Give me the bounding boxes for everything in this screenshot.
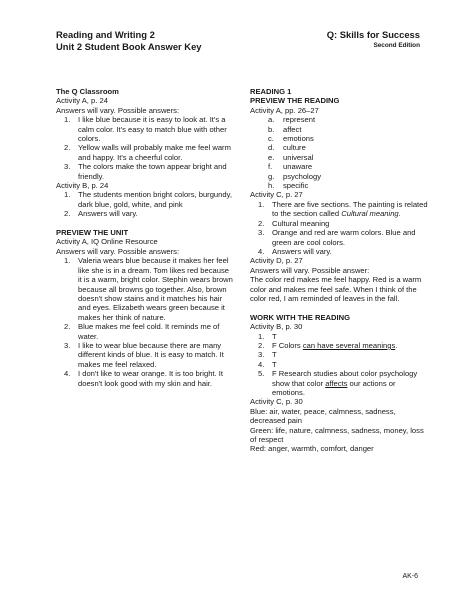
activity-title: Activity B, p. 30 bbox=[250, 322, 303, 332]
list-item bbox=[250, 200, 428, 219]
activity-title: Activity A, pp. 26–27 bbox=[250, 105, 319, 115]
item-text: T bbox=[272, 359, 277, 369]
answer-list bbox=[250, 200, 428, 256]
page-number: AK-6 bbox=[402, 573, 418, 580]
list-item bbox=[250, 162, 428, 171]
list-item bbox=[56, 322, 234, 341]
item-text: I like to wear blue because there are many different kinds of blue. It is easy to match. It makes me feel relaxed. bbox=[78, 340, 224, 369]
header-left bbox=[56, 29, 202, 53]
edition-label: Second Edition bbox=[373, 42, 420, 49]
activity-intro: Answers will vary. Possible answer: bbox=[250, 265, 370, 275]
item-letter: b. bbox=[268, 124, 275, 134]
item-letter: h. bbox=[268, 181, 275, 191]
list-item bbox=[250, 350, 428, 359]
list-item bbox=[56, 143, 234, 162]
item-number: 2. bbox=[64, 322, 71, 332]
answer-list bbox=[250, 332, 428, 398]
item-number: 3. bbox=[258, 350, 265, 360]
item-number: 1. bbox=[64, 190, 71, 200]
right-column bbox=[250, 87, 428, 454]
item-text: I don't like to wear orange. It is too bright. It doesn't look good with my skin and hair. bbox=[78, 369, 223, 388]
activity-title: Activity C, p. 27 bbox=[250, 190, 303, 200]
list-item bbox=[56, 209, 234, 218]
item-number: 3. bbox=[64, 162, 71, 172]
activity-title: Activity A, IQ Online Resource bbox=[56, 237, 158, 247]
list-item bbox=[250, 153, 428, 162]
activity-answer-line: Red: anger, warmth, comfort, danger bbox=[250, 444, 374, 454]
activity-intro: Answers will vary. Possible answers: bbox=[56, 105, 180, 115]
item-text: T bbox=[272, 331, 277, 341]
item-text: Cultural meaning bbox=[272, 218, 330, 228]
book-subtitle: Unit 2 Student Book Answer Key bbox=[56, 41, 202, 52]
list-item bbox=[250, 369, 428, 397]
item-number: 1. bbox=[258, 331, 265, 341]
list-item bbox=[56, 256, 234, 322]
activity-title: Activity C, p. 30 bbox=[250, 397, 303, 407]
item-letter: c. bbox=[268, 134, 274, 144]
left-column bbox=[56, 87, 234, 388]
item-number: 3. bbox=[258, 228, 265, 238]
list-item bbox=[250, 134, 428, 143]
item-text: Answers will vary. bbox=[78, 209, 138, 219]
item-text: Blue makes me feel cold. It reminds me of water. bbox=[78, 322, 220, 341]
item-text: emotions bbox=[283, 134, 314, 144]
item-number: 2. bbox=[64, 143, 71, 153]
item-text: universal bbox=[283, 152, 314, 162]
item-text: psychology bbox=[283, 171, 321, 181]
item-text: Valeria wears blue because it makes her feel like she is in a dream. Tom likes red because it is a warm, bright color. Stephin wears brown because all browns go together. Also, brown doesn't show stains and it matches his hair and eyes. Elizabeth wears green because it makes her think of nature. bbox=[78, 256, 233, 322]
list-item bbox=[250, 125, 428, 134]
item-letter: e. bbox=[268, 152, 275, 162]
item-number: 1. bbox=[64, 256, 71, 266]
list-item bbox=[56, 369, 234, 388]
item-text-end: . bbox=[398, 209, 401, 219]
activity-intro: Answers will vary. Possible answers: bbox=[56, 246, 180, 256]
item-text: Answers will vary. bbox=[272, 246, 332, 256]
section-heading: PREVIEW THE UNIT bbox=[56, 228, 129, 238]
list-item bbox=[56, 190, 234, 209]
item-letter: a. bbox=[268, 115, 275, 125]
item-number: 3. bbox=[64, 340, 71, 350]
activity-answer-line: Blue: air, water, peace, calmness, sadness, decreased pain bbox=[250, 406, 396, 426]
header-right bbox=[327, 29, 420, 51]
section-heading: READING 1 bbox=[250, 87, 292, 96]
series-title: Q: Skills for Success bbox=[326, 29, 420, 40]
item-text-end: . bbox=[395, 340, 398, 350]
book-title: Reading and Writing 2 bbox=[56, 29, 155, 40]
activity-title: Activity D, p. 27 bbox=[250, 256, 303, 266]
item-text: unaware bbox=[283, 162, 313, 172]
item-text: The students mention bright colors, burgundy, dark blue, gold, white, and pink bbox=[78, 190, 232, 209]
list-item bbox=[250, 360, 428, 369]
item-letter: d. bbox=[268, 143, 275, 153]
item-text-end: our actions or emotions. bbox=[272, 378, 396, 397]
answer-list bbox=[56, 256, 234, 388]
item-number: 2. bbox=[258, 340, 265, 350]
item-text: F Research studies about color psychology show that color bbox=[272, 369, 418, 388]
item-number: 4. bbox=[64, 369, 71, 379]
list-item bbox=[56, 341, 234, 369]
item-text: The colors make the town appear bright and friendly. bbox=[78, 162, 227, 181]
item-text: affect bbox=[283, 124, 302, 134]
item-number: 5. bbox=[258, 369, 265, 379]
section-heading: The Q Classroom bbox=[56, 87, 119, 96]
item-text: specific bbox=[283, 181, 309, 191]
item-text: I like blue because it is easy to look at. It's a calm color. It's easy to match blue with other colors. bbox=[78, 115, 227, 144]
item-underline: affects bbox=[325, 378, 348, 388]
item-letter: f. bbox=[268, 162, 273, 172]
list-item bbox=[250, 247, 428, 256]
item-number: 4. bbox=[258, 359, 265, 369]
item-text: culture bbox=[283, 143, 306, 153]
item-emphasis: Cultural meaning bbox=[341, 209, 399, 219]
item-number: 4. bbox=[258, 246, 265, 256]
activity-title: Activity A, p. 24 bbox=[56, 96, 108, 106]
item-text: F Colors bbox=[272, 340, 303, 350]
activity-title: Activity B, p. 24 bbox=[56, 181, 109, 191]
list-item bbox=[250, 143, 428, 152]
item-text: Orange and red are warm colors. Blue and green are cool colors. bbox=[272, 228, 416, 247]
item-number: 1. bbox=[64, 115, 71, 125]
section-heading: WORK WITH THE READING bbox=[250, 312, 350, 322]
list-item bbox=[250, 181, 428, 190]
list-item bbox=[250, 332, 428, 341]
answer-list bbox=[56, 190, 234, 218]
vocab-list bbox=[250, 115, 428, 190]
item-text: There are five sections. The painting is related to the section called bbox=[272, 199, 428, 219]
item-text: T bbox=[272, 350, 277, 360]
item-text: represent bbox=[283, 115, 316, 125]
item-underline: can have several meanings bbox=[302, 340, 396, 350]
activity-answer: The color red makes me feel happy. Red is a warm color and makes me feel safe. When I think of the color red, I am reminded of leaves in the fall. bbox=[250, 275, 422, 303]
item-number: 1. bbox=[258, 199, 265, 209]
list-item bbox=[250, 341, 428, 350]
list-item bbox=[250, 219, 428, 228]
answer-list bbox=[56, 115, 234, 181]
activity-answer-line: Green: life, nature, calmness, sadness, money, loss of respect bbox=[250, 425, 424, 445]
list-item bbox=[56, 162, 234, 181]
list-item bbox=[250, 172, 428, 181]
item-text: Yellow walls will probably make me feel warm and happy. It's a cheerful color. bbox=[78, 143, 231, 162]
item-number: 2. bbox=[64, 209, 71, 219]
list-item bbox=[56, 115, 234, 143]
list-item bbox=[250, 228, 428, 247]
item-number: 2. bbox=[258, 218, 265, 228]
item-letter: g. bbox=[268, 171, 275, 181]
list-item bbox=[250, 115, 428, 124]
section-subheading: PREVIEW THE READING bbox=[250, 96, 340, 106]
